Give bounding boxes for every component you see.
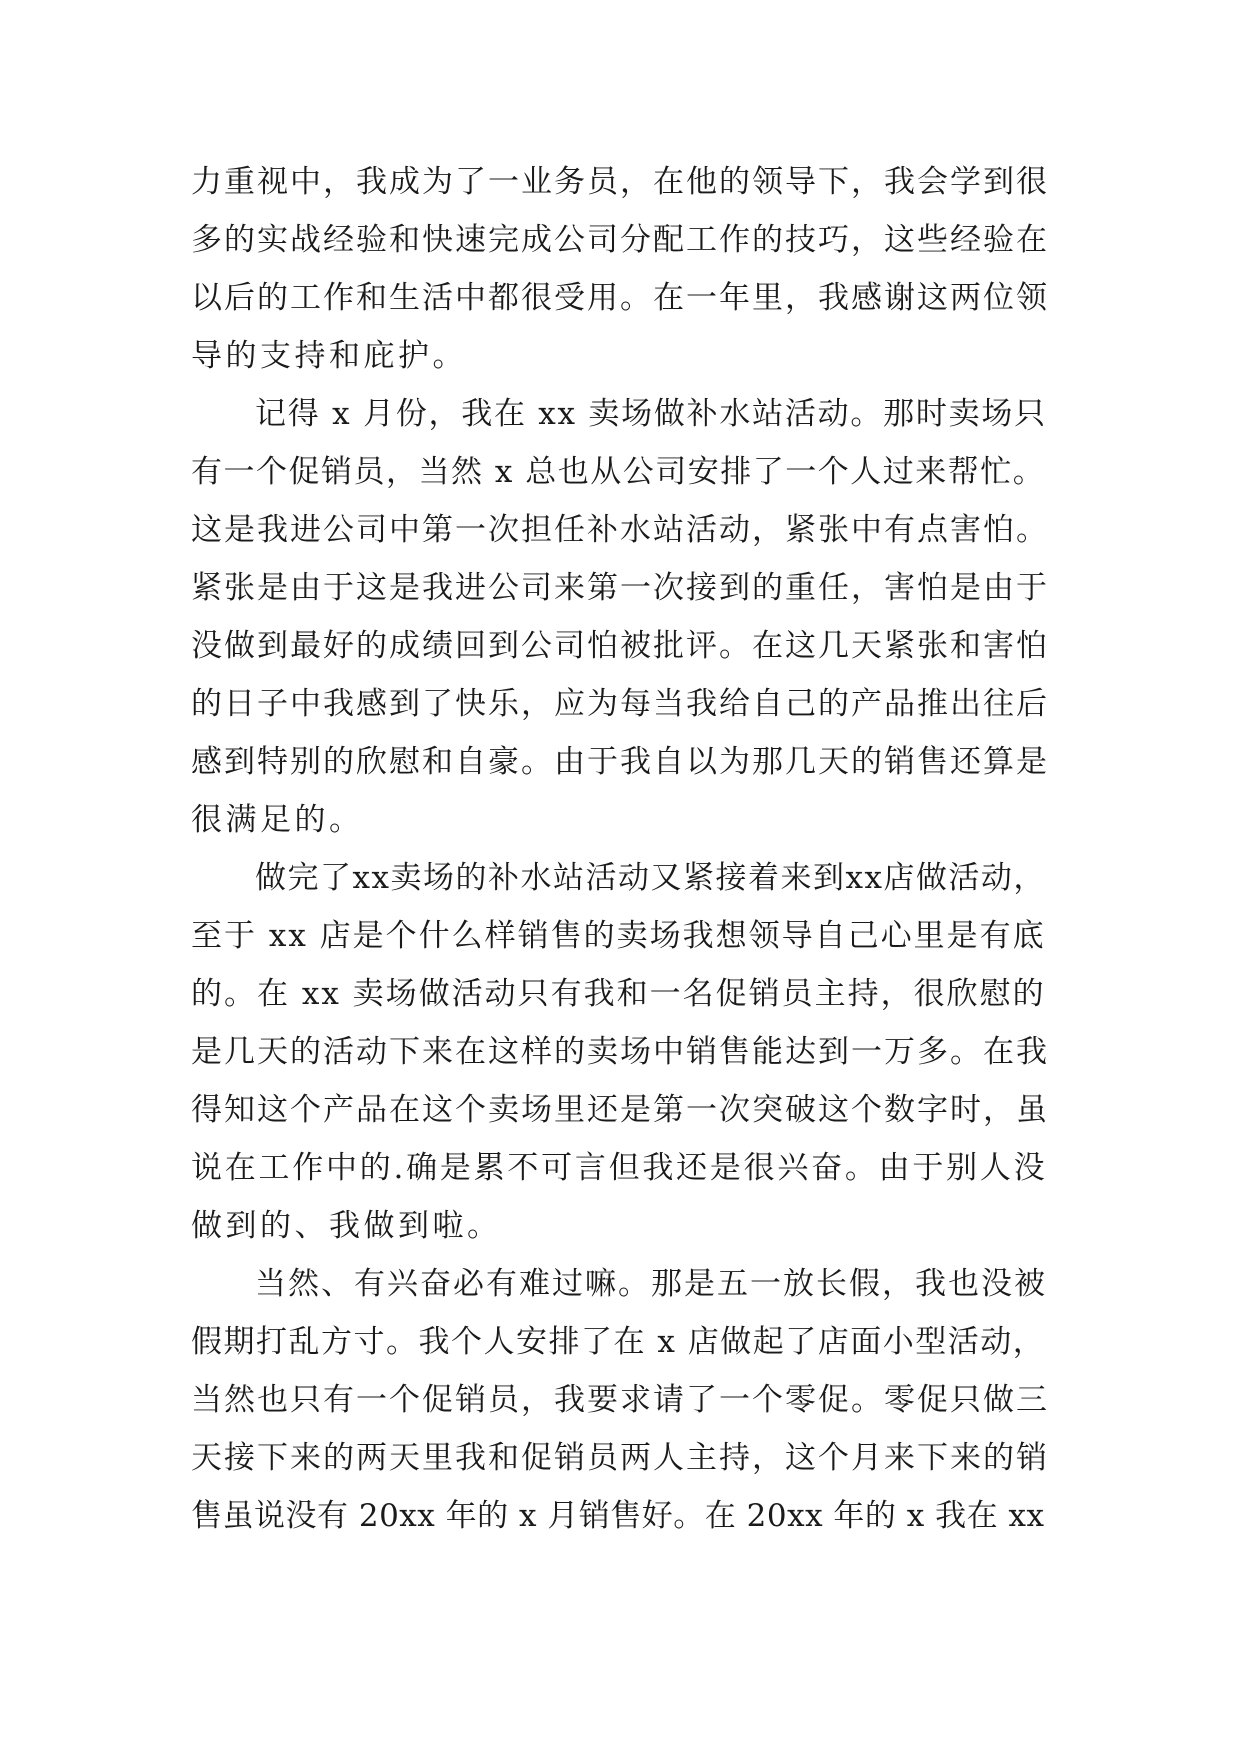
text-line: 是几天的活动下来在这样的卖场中销售能达到一万多。在我: [191, 1034, 1049, 1070]
text-line: 导的支持和庇护。: [191, 338, 467, 374]
text-line: 这是我进公司中第一次担任补水站活动，紧张中有点害怕。: [191, 512, 1049, 548]
text-line: 很满足的。: [191, 802, 364, 838]
text-line: 售虽说没有 20xx 年的 x 月销售好。在 20xx 年的 x 我在 xx: [191, 1498, 1045, 1534]
text-line: 做到的、我做到啦。: [191, 1208, 502, 1244]
paragraph-first-line: 记得 x 月份，我在 xx 卖场做补水站活动。那时卖场只: [255, 396, 1047, 432]
text-line: 得知这个产品在这个卖场里还是第一次突破这个数字时，虽: [191, 1092, 1049, 1128]
text-line: 紧张是由于这是我进公司来第一次接到的重任，害怕是由于: [191, 570, 1049, 606]
text-line: 没做到最好的成绩回到公司怕被批评。在这几天紧张和害怕: [191, 628, 1049, 664]
text-line: 的。在 xx 卖场做活动只有我和一名促销员主持，很欣慰的: [191, 976, 1046, 1012]
text-line: 多的实战经验和快速完成公司分配工作的技巧，这些经验在: [191, 222, 1049, 258]
text-line: 天接下来的两天里我和促销员两人主持，这个月来下来的销: [191, 1440, 1049, 1476]
text-line: 说在工作中的.确是累不可言但我还是很兴奋。由于别人没: [191, 1150, 1048, 1186]
text-line: 有一个促销员，当然 x 总也从公司安排了一个人过来帮忙。: [191, 454, 1046, 490]
text-line: 以后的工作和生活中都很受用。在一年里，我感谢这两位领: [191, 280, 1049, 316]
text-line: 当然也只有一个促销员，我要求请了一个零促。零促只做三: [191, 1382, 1049, 1418]
text-line: 假期打乱方寸。我个人安排了在 x 店做起了店面小型活动，: [191, 1324, 1046, 1360]
paragraph-first-line: 当然、有兴奋必有难过嘛。那是五一放长假，我也没被: [255, 1266, 1047, 1302]
text-line: 的日子中我感到了快乐，应为每当我给自己的产品推出往后: [191, 686, 1049, 722]
text-line: 感到特别的欣慰和自豪。由于我自以为那几天的销售还算是: [191, 744, 1049, 780]
paragraph-first-line: 做完了xx卖场的补水站活动又紧接着来到xx店做活动，: [255, 860, 1046, 896]
text-line: 至于 xx 店是个什么样销售的卖场我想领导自己心里是有底: [191, 918, 1046, 954]
text-line: 力重视中，我成为了一业务员，在他的领导下，我会学到很: [191, 164, 1049, 200]
